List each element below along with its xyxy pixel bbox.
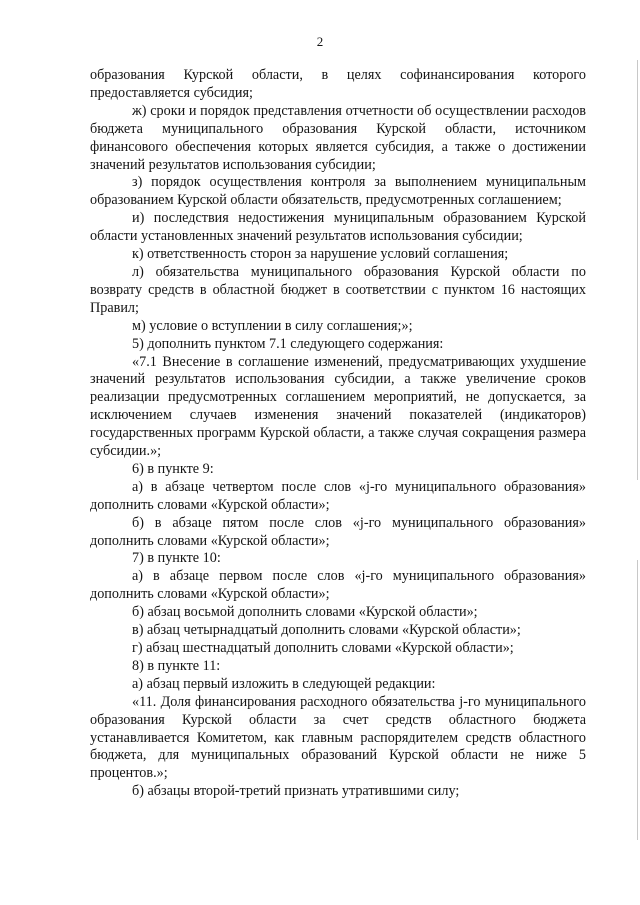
- scan-edge-mark: [637, 560, 638, 840]
- paragraph-item-i: и) последствия недостижения муниципальным образованием Курской области установленных значений результатов использования субсидии;: [90, 210, 586, 245]
- paragraph-point-7-a: а) в абзаце первом после слов «j-го муниципального образования» дополнить словами «Курской области»;: [90, 568, 586, 603]
- paragraph-item-k: к) ответственность сторон за нарушение условий соглашения;: [132, 246, 509, 263]
- paragraph-item-zh: ж) сроки и порядок представления отчетности об осуществлении расходов бюджета муниципального образования Курской области, источником финансового обеспечения которых является субсидия, а также о достижении значений результатов использования субсидии;: [90, 102, 586, 173]
- paragraph-clause-11: «11. Доля финансирования расходного обязательства j-го муниципального образования Курской области за счет средств областного бюджета устанавливается Комитетом, как главным распорядителем средств областного бюджета, для муниципальных образований Курской области не ниже 5 процентов.»;: [90, 693, 586, 782]
- paragraph-clause-7-1: «7.1 Внесение в соглашение изменений, предусматривающих ухудшение значений результатов использования субсидии, а также увеличение сроков реализации предусмотренных соглашением мероприятий, не допускается, за исключением случаев изменения значений показателей (индикаторов) государственных программ Курской области, а также случая сокращения размера субсидии.»;: [90, 353, 586, 460]
- paragraph-point-8: 8) в пункте 11:: [132, 657, 221, 674]
- paragraph-point-8-a: а) абзац первый изложить в следующей редакции:: [132, 675, 436, 692]
- paragraph-point-8-b: б) абзацы второй-третий признать утратившими силу;: [132, 783, 460, 800]
- paragraph-point-7-v: в) абзац четырнадцатый дополнить словами «Курской области»;: [132, 622, 521, 639]
- paragraph-point-7: 7) в пункте 10:: [132, 550, 221, 567]
- page-number: 2: [316, 34, 324, 49]
- paragraph-item-m: м) условие о вступлении в силу соглашения;»;: [132, 317, 413, 334]
- paragraph-point-7-g: г) абзац шестнадцатый дополнить словами «Курской области»;: [132, 640, 514, 656]
- paragraph-point-5: 5) дополнить пунктом 7.1 следующего содержания:: [132, 335, 444, 352]
- paragraph-point-6: 6) в пункте 9:: [132, 460, 214, 477]
- paragraph-point-7-b: б) абзац восьмой дополнить словами «Курской области»;: [132, 604, 478, 621]
- paragraph-point-6-b: б) в абзаце пятом после слов «j-го муниципального образования» дополнить словами «Курской области»;: [90, 514, 586, 549]
- paragraph-continuation: образования Курской области, в целях софинансирования которого предоставляется субсидия;: [90, 67, 586, 101]
- paragraph-item-l: л) обязательства муниципального образования Курской области по возврату средств в областной бюджет в соответствии с пунктом 16 настоящих Правил;: [90, 263, 586, 316]
- paragraph-point-6-a: а) в абзаце четвертом после слов «j-го муниципального образования» дополнить словами «Курской области»;: [90, 478, 586, 513]
- document-body: [90, 67, 586, 801]
- scan-edge-mark: [637, 60, 638, 480]
- paragraph-item-z: з) порядок осуществления контроля за выполнением муниципальным образованием Курской области обязательств, предусмотренных соглашением;: [90, 174, 586, 209]
